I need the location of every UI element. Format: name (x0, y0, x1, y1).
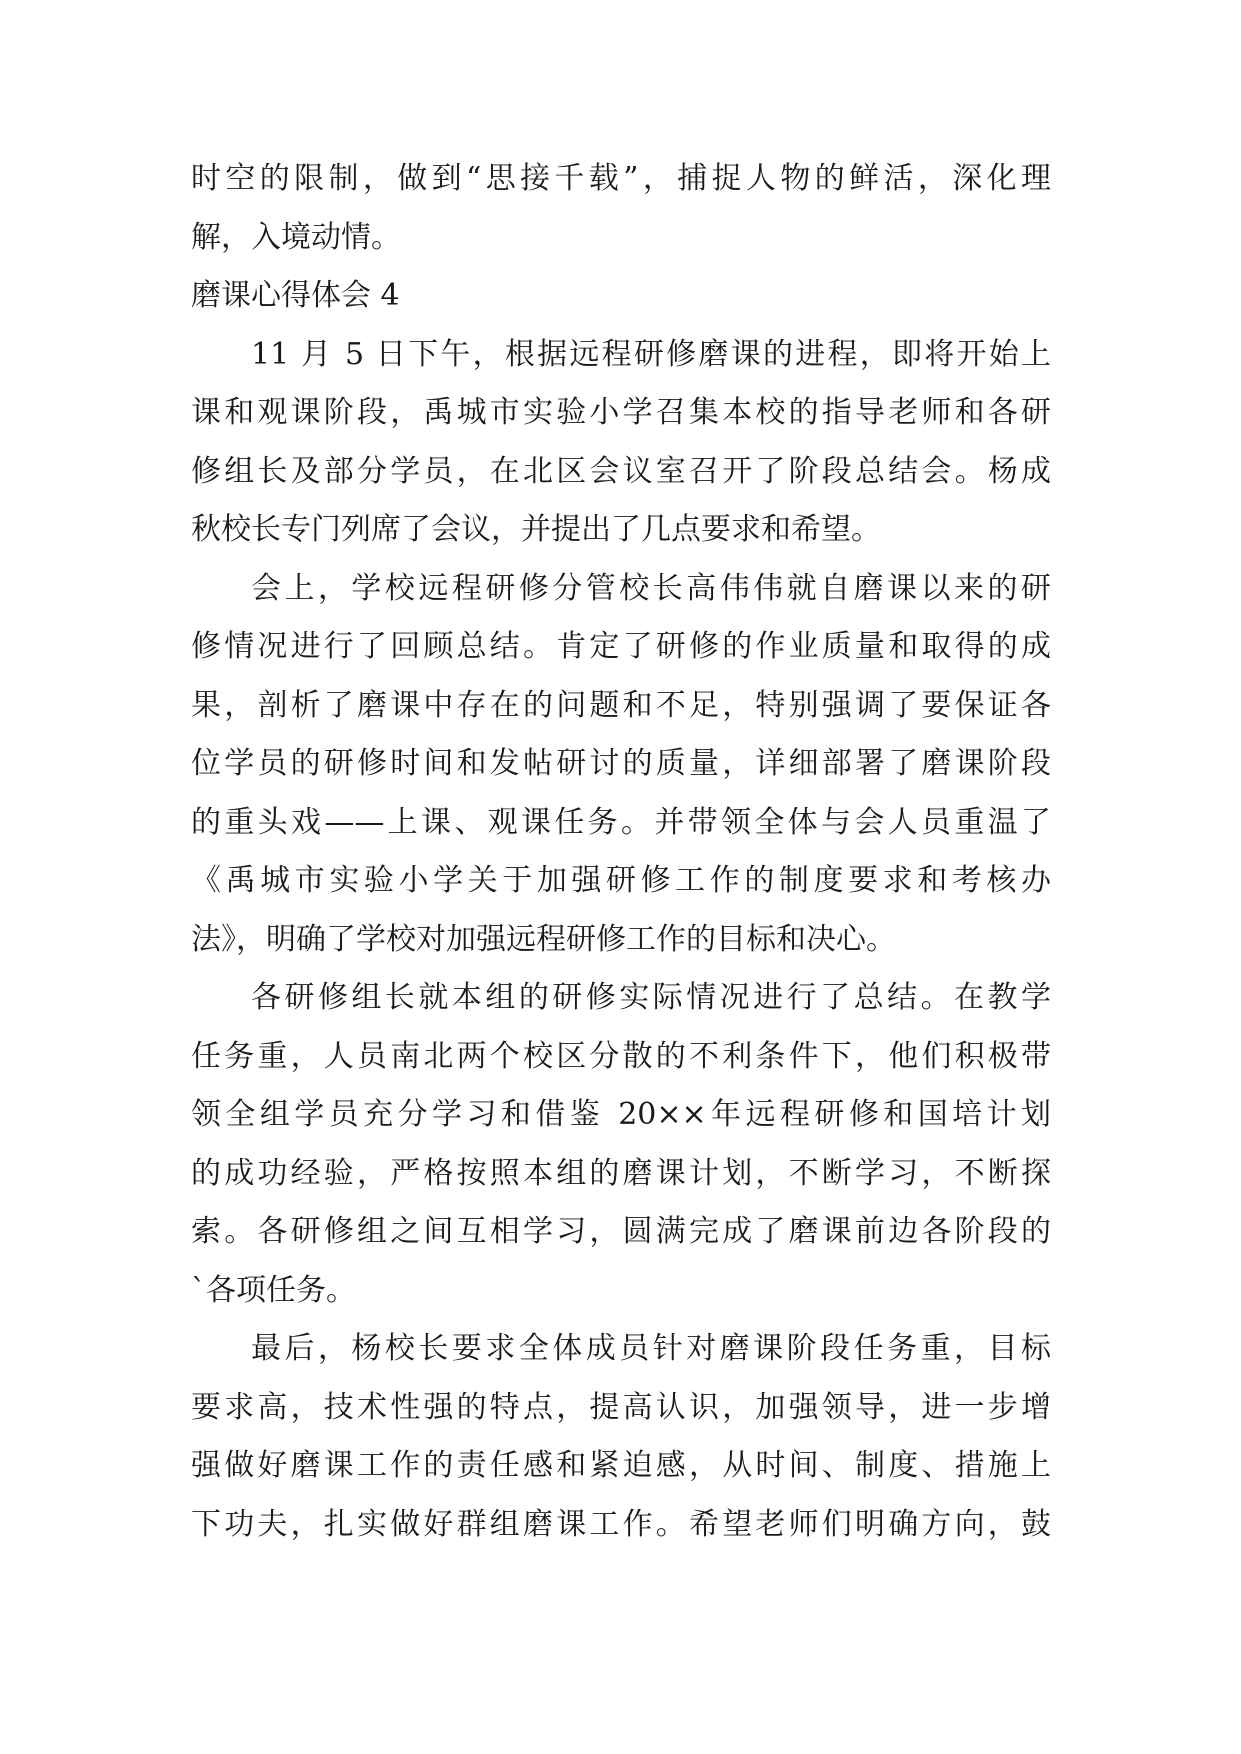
text-line: 领全组学员充分学习和借鉴 20××年远程研修和国培计划 (191, 1097, 1051, 1132)
text-line: 最后，杨校长要求全体成员针对磨课阶段任务重，目标 (251, 1331, 1051, 1366)
text-line: 11 月 5 日下午，根据远程研修磨课的进程，即将开始上 (251, 336, 1051, 372)
text-line: `各项任务。 (191, 1272, 356, 1308)
paragraph (191, 969, 1051, 1320)
text-line: 法》，明确了学校对加强远程研修工作的目标和决心。 (191, 921, 896, 957)
paragraph (191, 326, 1051, 560)
text-line: 解，入境动情。 (191, 219, 401, 255)
text-line: 索。各研修组之间互相学习，圆满完成了磨课前边各阶段的 (191, 1214, 1051, 1249)
paragraph-continuation (191, 150, 1051, 267)
paragraph (191, 560, 1051, 970)
text-line: 会上，学校远程研修分管校长高伟伟就自磨课以来的研 (251, 570, 1051, 606)
text-line: 位学员的研修时间和发帖研讨的质量，详细部署了磨课阶段 (191, 746, 1051, 781)
text-line: 秋校长专门列席了会议，并提出了几点要求和希望。 (191, 512, 881, 547)
text-line: 的成功经验，严格按照本组的磨课计划，不断学习，不断探 (191, 1155, 1051, 1191)
text-line: 修组长及部分学员，在北区会议室召开了阶段总结会。杨成 (191, 453, 1051, 489)
document-page (191, 150, 1051, 1554)
text-line: 下功夫，扎实做好群组磨课工作。希望老师们明确方向，鼓 (191, 1506, 1051, 1542)
text-line: 各研修组长就本组的研修实际情况进行了总结。在教学 (251, 980, 1051, 1015)
text-line: 课和观课阶段，禹城市实验小学召集本校的指导老师和各研 (191, 395, 1051, 430)
text-line: 时空的限制，做到“思接千载”，捕捉人物的鲜活，深化理 (191, 161, 1051, 196)
text-line: 任务重，人员南北两个校区分散的不利条件下，他们积极带 (191, 1038, 1051, 1074)
text-line: 果，剖析了磨课中存在的问题和不足，特别强调了要保证各 (191, 687, 1051, 723)
text-line: 要求高，技术性强的特点，提高认识，加强领导，进一步增 (191, 1389, 1051, 1425)
text-line: 强做好磨课工作的责任感和紧迫感，从时间、制度、措施上 (191, 1448, 1051, 1483)
text-line: 修情况进行了回顾总结。肯定了研修的作业质量和取得的成 (191, 629, 1051, 664)
text-line: 《禹城市实验小学关于加强研修工作的制度要求和考核办 (191, 863, 1051, 898)
paragraph (191, 1320, 1051, 1554)
section-heading: 磨课心得体会 4 (191, 278, 400, 313)
text-line: 的重头戏——上课、观课任务。并带领全体与会人员重温了 (191, 804, 1051, 840)
